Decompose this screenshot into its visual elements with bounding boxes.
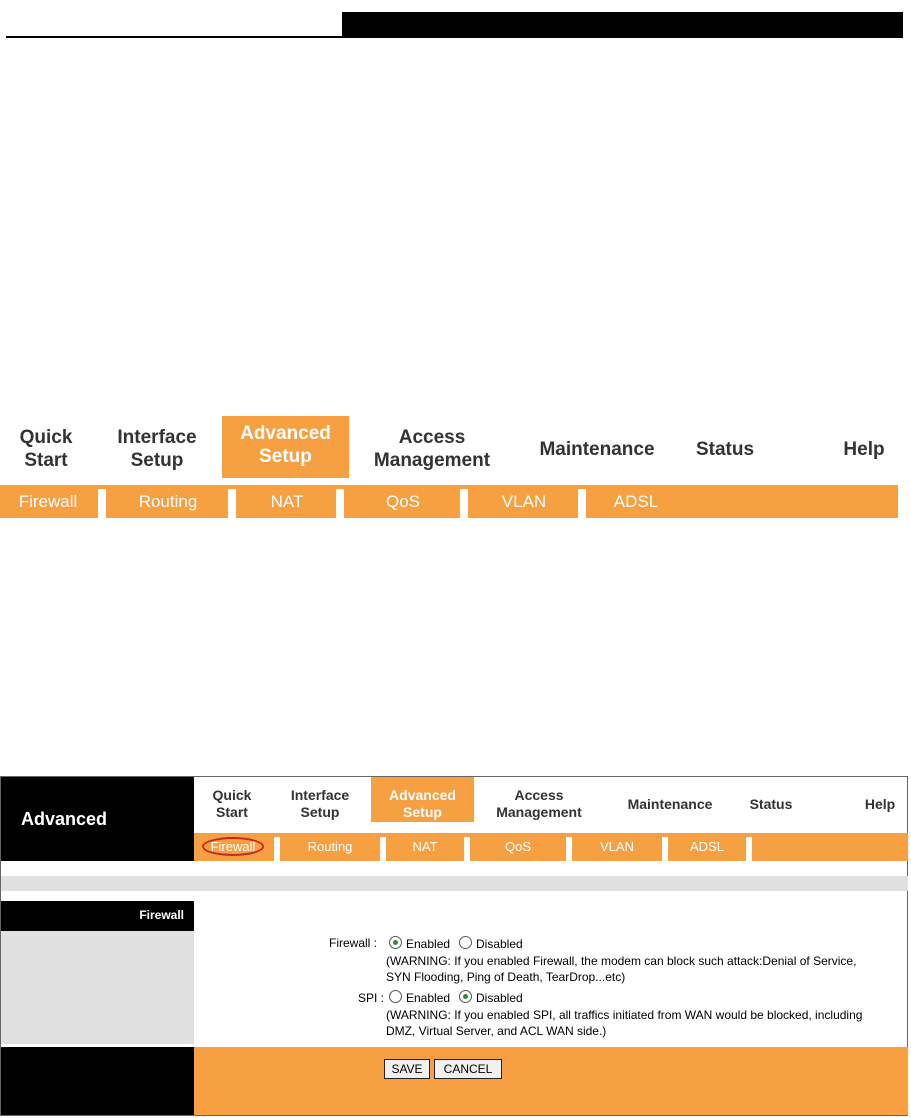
firewall-disabled-label: Disabled: [476, 937, 523, 951]
spi-enabled-radio[interactable]: [389, 990, 402, 1003]
spi-enabled-label: Enabled: [406, 991, 451, 1005]
subnav-small: [194, 833, 908, 861]
grey-divider-band: [1, 876, 908, 891]
subnav-nat[interactable]: NAT: [270, 492, 304, 511]
subnav-separator: [460, 489, 468, 518]
nav-maintenance[interactable]: Maintenance: [539, 439, 655, 460]
subnav-routing[interactable]: Routing: [138, 492, 198, 511]
sidebar-section-header: [1, 901, 194, 931]
subnav-nat[interactable]: NAT: [412, 839, 438, 854]
footer-black-block: [1, 1047, 194, 1115]
subnav-adsl[interactable]: ADSL: [690, 839, 724, 854]
nav-advanced-setup[interactable]: Advanced Setup: [222, 416, 349, 478]
nav-quick-start[interactable]: Quick Start: [212, 787, 252, 820]
firewall-highlight-circle: [202, 837, 264, 856]
nav-access-management[interactable]: Access Management: [496, 787, 582, 820]
nav-interface-setup[interactable]: Interface Setup: [117, 427, 197, 471]
subnav-large: [0, 485, 898, 518]
spi-warning: (WARNING: If you enabled SPI, all traffics initiated from WAN would be blocked, including DMZ, Virtual Server, and ACL WAN side.): [386, 1008, 863, 1038]
firewall-warning: (WARNING: If you enabled Firewall, the modem can block such attack:Denial of Service, SYN Flooding, Ping of Death, TearDrop...etc): [386, 954, 857, 984]
subnav-adsl[interactable]: ADSL: [613, 492, 659, 511]
firewall-disabled-radio[interactable]: [459, 936, 472, 949]
firewall-enabled-radio[interactable]: [389, 936, 402, 949]
subnav-separator: [566, 837, 572, 861]
main-nav-large: [0, 416, 898, 518]
nav-quick-start[interactable]: Quick Start: [19, 427, 73, 471]
subnav-separator: [746, 837, 752, 861]
nav-status[interactable]: Status: [749, 796, 793, 812]
save-button[interactable]: SAVE: [384, 1059, 430, 1079]
section-title-box: [1, 777, 194, 861]
spi-label: SPI :: [358, 991, 385, 1005]
subnav-vlan[interactable]: VLAN: [501, 492, 547, 511]
nav-advanced-setup[interactable]: Advanced Setup: [371, 777, 474, 822]
nav-maintenance[interactable]: Maintenance: [627, 796, 713, 812]
firewall-settings-panel: [0, 776, 908, 1116]
subnav-vlan[interactable]: VLAN: [600, 839, 634, 854]
nav-access-management[interactable]: Access Management: [373, 427, 491, 471]
subnav-qos[interactable]: QoS: [504, 839, 531, 854]
subnav-separator: [274, 837, 280, 861]
footer-action-bar: [194, 1047, 908, 1115]
subnav-separator: [662, 837, 668, 861]
firewall-label: Firewall :: [329, 936, 378, 950]
firewall-enabled-label: Enabled: [406, 937, 451, 951]
nav-help[interactable]: Help: [843, 439, 885, 460]
sidebar-label: Firewall: [139, 908, 184, 922]
subnav-separator: [464, 837, 470, 861]
subnav-qos[interactable]: QoS: [385, 492, 421, 511]
subnav-separator: [578, 489, 586, 518]
subnav-firewall[interactable]: Firewall: [210, 839, 256, 854]
subnav-firewall[interactable]: Firewall: [18, 492, 78, 511]
subnav-routing[interactable]: Routing: [307, 839, 353, 854]
subnav-separator: [228, 489, 236, 518]
cancel-button[interactable]: CANCEL: [434, 1059, 502, 1079]
header-black-bar: [342, 12, 903, 38]
nav-help[interactable]: Help: [864, 796, 896, 812]
subnav-separator: [98, 489, 106, 518]
sidebar-grey-area: [1, 931, 194, 1044]
spi-disabled-label: Disabled: [476, 991, 523, 1005]
section-title: Advanced: [21, 809, 108, 829]
subnav-separator: [336, 489, 344, 518]
nav-status[interactable]: Status: [695, 439, 755, 460]
spi-disabled-radio[interactable]: [459, 990, 472, 1003]
subnav-separator: [380, 837, 386, 861]
nav-interface-setup[interactable]: Interface Setup: [290, 787, 350, 820]
header-rule: [6, 36, 342, 38]
